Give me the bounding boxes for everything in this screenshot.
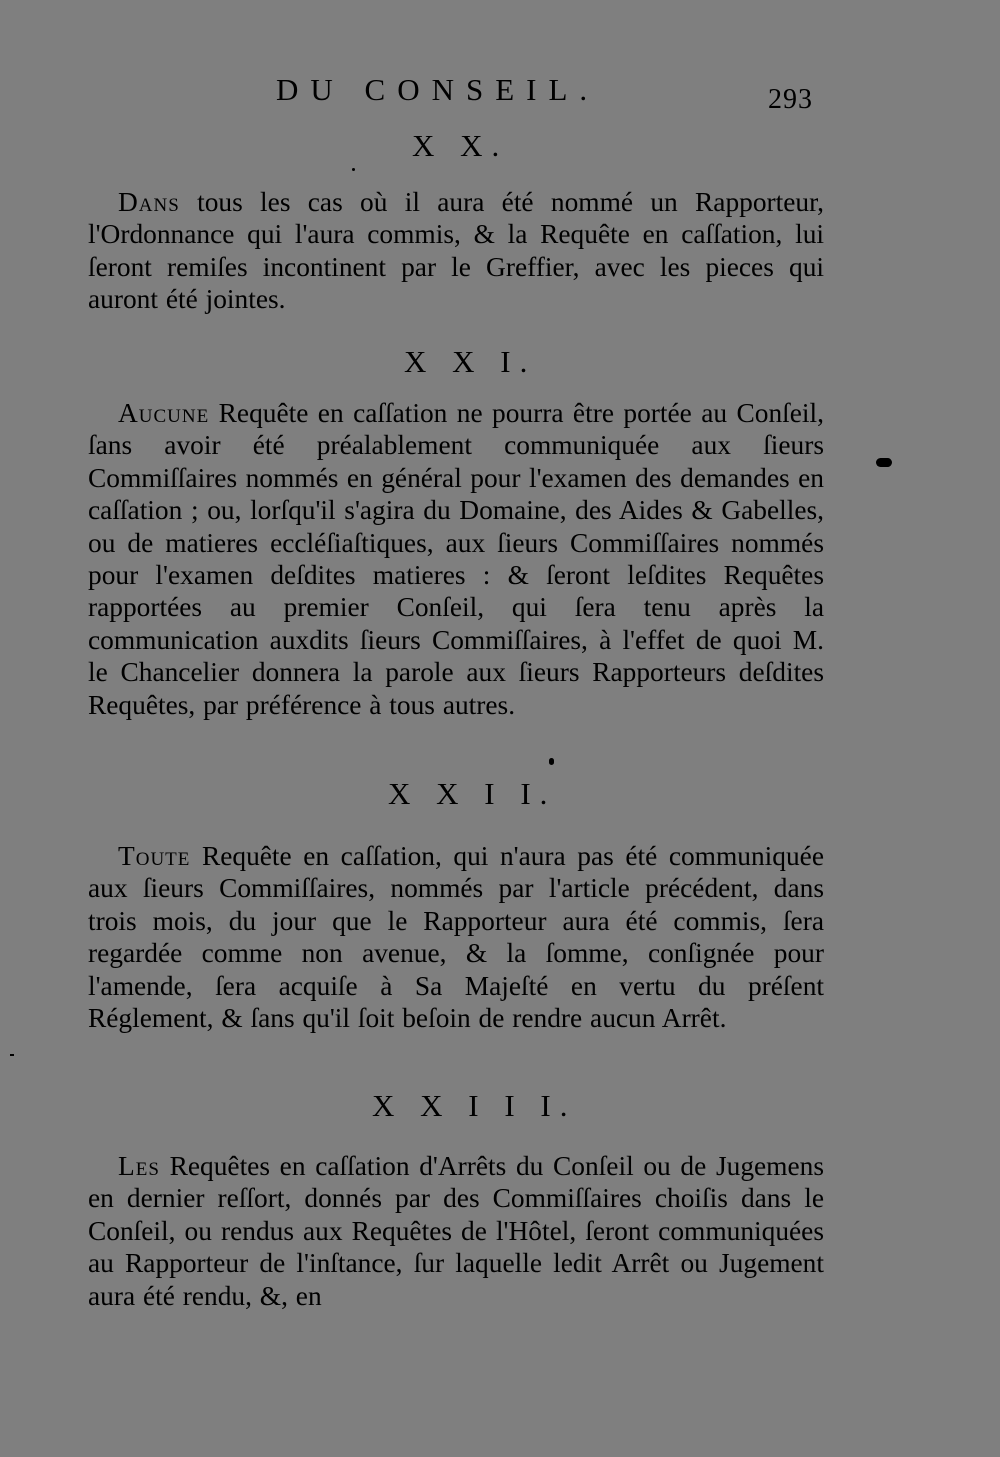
article-text: Requête en caſſation ne pourra être portée au Conſeil, ſans avoir été préalablement communiquée aux ſieurs Commiſſaires nommés en général pour l'examen des demandes en caſſation ; ou, lorſqu'il s'agira du Domaine, des Aides & Gabelles, ou de matieres eccléſiaſtiques, aux ſieurs Commiſſaires nommés pour l'examen deſdites matieres : & ſeront leſdites Requêtes rapportées au premier Conſeil, qui ſera tenu après la communication auxdits ſieurs Commiſſaires, à l'effet de quoi M. le Chancelier donnera la parole aux ſieurs Rapporteurs deſdites Requêtes, par préférence à tous autres.: [88, 398, 824, 720]
article-paragraph: [88, 186, 824, 316]
article-number: X X I.: [404, 344, 537, 379]
ink-speck: [352, 168, 355, 171]
running-title: DU CONSEIL.: [276, 72, 600, 107]
article-lead-word: Dans: [118, 187, 180, 217]
ink-speck: [876, 458, 892, 467]
article-lead-word: Aucune: [118, 398, 210, 428]
article-paragraph: [88, 1150, 824, 1312]
page-number: 293: [768, 84, 813, 115]
article-text: Requêtes en caſſation d'Arrêts du Conſeil ou de Jugemens en dernier reſſort, donnés par des Commiſſaires choiſis dans le Conſeil, ou rendus aux Requêtes de l'Hôtel, ſeront communiquées au Rapporteur de l'inſtance, ſur laquelle ledit Arrêt ou Jugement aura été rendu, &, en: [88, 1151, 824, 1311]
article-text: tous les cas où il aura été nommé un Rapporteur, l'Ordonnance qui l'aura commis, & la Requête en caſſation, lui ſeront remiſes incontinent par le Greffier, avec les pieces qui auront été jointes.: [88, 187, 824, 315]
article-text: Requête en caſſation, qui n'aura pas été communiquée aux ſieurs Commiſſaires, nommés par l'article précédent, dans trois mois, du jour que le Rapporteur aura été commis, ſera regardée comme non avenue, & la ſomme, conſignée pour l'amende, ſera acquiſe à Sa Majeſté en vertu du préſent Réglement, & ſans qu'il ſoit beſoin de rendre aucun Arrêt.: [88, 841, 824, 1034]
article-paragraph: [88, 840, 824, 1034]
article-lead-word: Les: [118, 1151, 160, 1181]
article-number: X X.: [412, 128, 509, 163]
article-number: X X I I.: [388, 776, 557, 811]
ink-speck: [10, 1054, 14, 1056]
article-number: X X I I I.: [372, 1088, 577, 1123]
article-lead-word: Toute: [118, 841, 191, 871]
article-paragraph: [88, 397, 824, 721]
ink-speck: [549, 758, 554, 765]
